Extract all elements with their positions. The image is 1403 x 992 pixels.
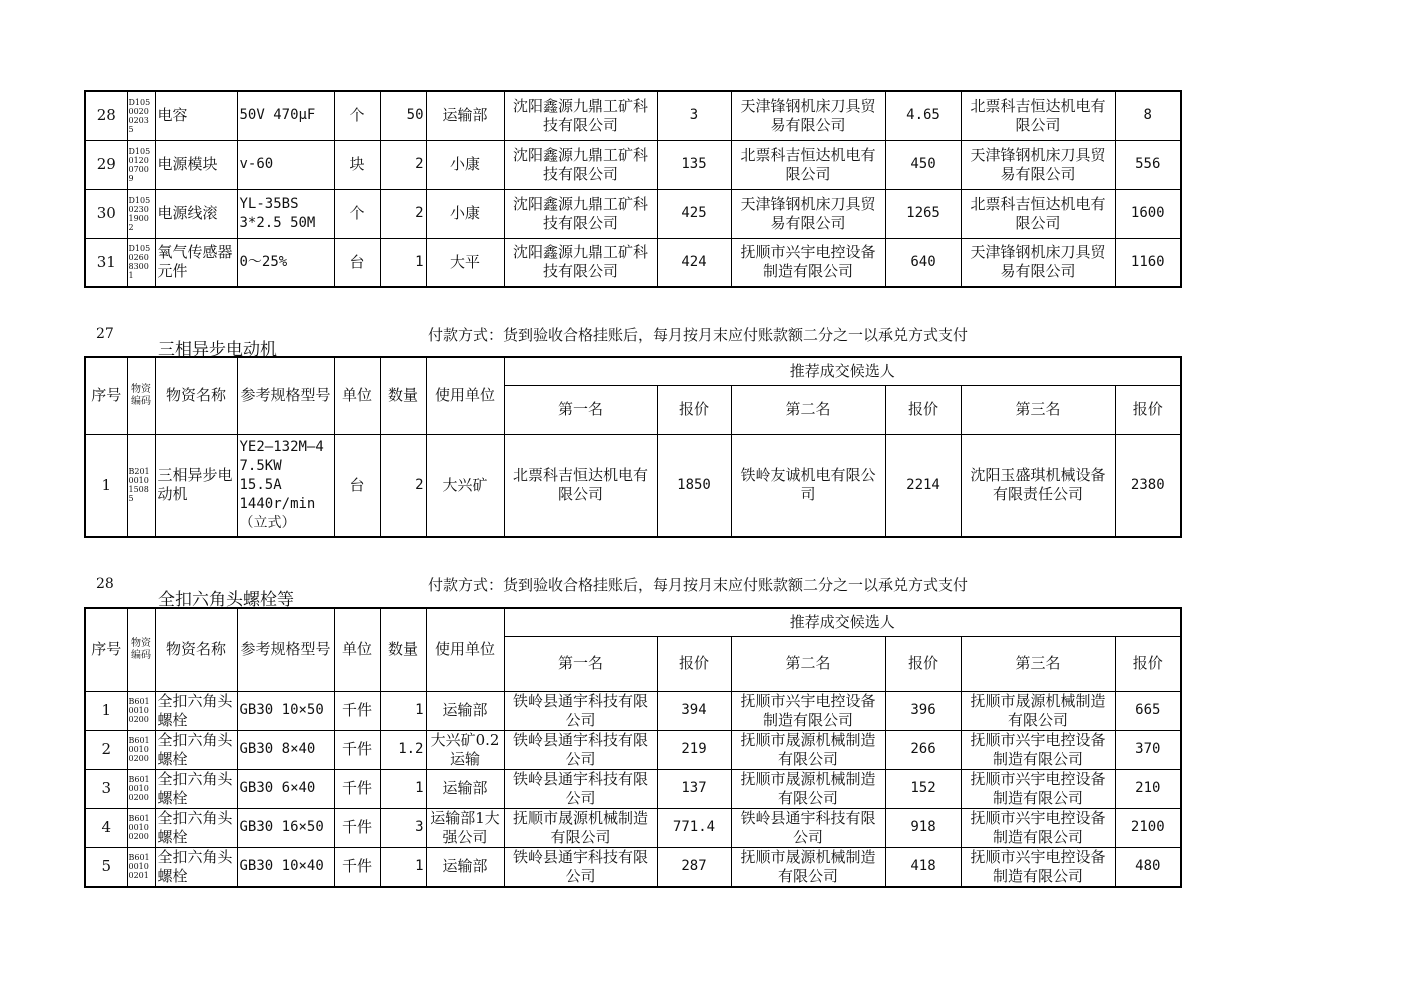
first-cell: 沈阳鑫源九鼎工矿科技有限公司: [504, 238, 657, 287]
unit-cell: 个: [334, 91, 380, 140]
header-spec: 参考规格型号: [237, 357, 334, 434]
header-second: 第二名: [731, 636, 885, 691]
header-first: 第一名: [504, 385, 657, 434]
header-candidates: 推荐成交候选人: [504, 357, 1181, 385]
header-price: 报价: [885, 385, 961, 434]
spec-cell: GB30 6×40: [237, 769, 334, 808]
unit-cell: 千件: [334, 847, 380, 887]
qty-cell: 1: [380, 769, 426, 808]
first-cell: 沈阳鑫源九鼎工矿科技有限公司: [504, 140, 657, 189]
price-cell: 771.4: [657, 808, 731, 847]
price-cell: 640: [885, 238, 961, 287]
price-cell: 2214: [885, 434, 961, 537]
price-cell: 3: [657, 91, 731, 140]
second-cell: 铁岭县通宇科技有限公司: [731, 808, 885, 847]
header-spec: 参考规格型号: [237, 608, 334, 691]
first-cell: 抚顺市晟源机械制造有限公司: [504, 808, 657, 847]
header-seq: 序号: [85, 608, 127, 691]
third-cell: 抚顺市兴宇电控设备制造有限公司: [961, 769, 1115, 808]
price-cell: 396: [885, 691, 961, 730]
section-number: 27: [96, 326, 114, 342]
code-cell: B6010010 0200: [127, 808, 155, 847]
third-cell: 抚顺市晟源机械制造有限公司: [961, 691, 1115, 730]
payment-terms: 付款方式：货到验收合格挂账后，每月按月末应付账款额二分之一以承兑方式支付: [428, 576, 969, 594]
third-cell: 抚顺市兴宇电控设备制造有限公司: [961, 730, 1115, 769]
header-first: 第一名: [504, 636, 657, 691]
spec-cell: v-60: [237, 140, 334, 189]
header-code: 物资编码: [127, 357, 155, 434]
unit-cell: 个: [334, 189, 380, 238]
section-title: 全扣六角头螺栓等: [158, 590, 294, 610]
price-cell: 480: [1115, 847, 1181, 887]
qty-cell: 3: [380, 808, 426, 847]
table-row: [85, 434, 1181, 537]
spec-cell: YE2—132M—4 7.5KW 15.5A 1440r/min（立式）: [237, 434, 334, 537]
header-unit: 单位: [334, 357, 380, 434]
code-cell: B2010010 15085: [127, 434, 155, 537]
table-row: [85, 691, 1181, 730]
header-price: 报价: [657, 385, 731, 434]
header-second: 第二名: [731, 385, 885, 434]
second-cell: 抚顺市晟源机械制造有限公司: [731, 730, 885, 769]
seq-cell: 30: [85, 189, 127, 238]
spec-cell: GB30 10×50: [237, 691, 334, 730]
name-cell: 电源模块: [155, 140, 237, 189]
code-cell: B6010010 0200: [127, 730, 155, 769]
name-cell: 全扣六角头螺栓: [155, 769, 237, 808]
section-28-table: [84, 607, 1182, 888]
second-cell: 铁岭友诚机电有限公司: [731, 434, 885, 537]
price-cell: 287: [657, 847, 731, 887]
price-cell: 1265: [885, 189, 961, 238]
dept-cell: 运输部: [426, 769, 504, 808]
price-cell: 665: [1115, 691, 1181, 730]
section-number: 28: [96, 576, 114, 592]
code-cell: B6010010 0200: [127, 691, 155, 730]
first-cell: 北票科吉恒达机电有限公司: [504, 434, 657, 537]
price-cell: 394: [657, 691, 731, 730]
unit-cell: 台: [334, 434, 380, 537]
header-third: 第三名: [961, 385, 1115, 434]
spec-cell: GB30 8×40: [237, 730, 334, 769]
header-dept: 使用单位: [426, 608, 504, 691]
spec-cell: GB30 10×40: [237, 847, 334, 887]
price-cell: 135: [657, 140, 731, 189]
table-row: [85, 808, 1181, 847]
name-cell: 三相异步电动机: [155, 434, 237, 537]
top-table: [84, 90, 1182, 288]
header-price: 报价: [1115, 636, 1181, 691]
header-name: 物资名称: [155, 608, 237, 691]
price-cell: 1600: [1115, 189, 1181, 238]
seq-cell: 31: [85, 238, 127, 287]
second-cell: 天津锋钢机床刀具贸易有限公司: [731, 189, 885, 238]
dept-cell: 大兴矿: [426, 434, 504, 537]
code-cell: D1050230 19002: [127, 189, 155, 238]
first-cell: 铁岭县通宇科技有限公司: [504, 691, 657, 730]
header-row: [85, 608, 1181, 636]
unit-cell: 块: [334, 140, 380, 189]
price-cell: 137: [657, 769, 731, 808]
second-cell: 抚顺市晟源机械制造有限公司: [731, 769, 885, 808]
seq-cell: 5: [85, 847, 127, 887]
dept-cell: 大平: [426, 238, 504, 287]
table-row: [85, 847, 1181, 887]
header-code: 物资编码: [127, 608, 155, 691]
price-cell: 418: [885, 847, 961, 887]
seq-cell: 28: [85, 91, 127, 140]
name-cell: 全扣六角头螺栓: [155, 691, 237, 730]
third-cell: 抚顺市兴宇电控设备制造有限公司: [961, 847, 1115, 887]
price-cell: 425: [657, 189, 731, 238]
first-cell: 铁岭县通宇科技有限公司: [504, 769, 657, 808]
dept-cell: 运输部: [426, 847, 504, 887]
third-cell: 北票科吉恒达机电有限公司: [961, 189, 1115, 238]
qty-cell: 1.2: [380, 730, 426, 769]
code-cell: D1050120 07009: [127, 140, 155, 189]
dept-cell: 运输部1大强公司: [426, 808, 504, 847]
code-cell: D1050260 83001: [127, 238, 155, 287]
section-27-table: [84, 356, 1182, 538]
third-cell: 抚顺市兴宇电控设备制造有限公司: [961, 808, 1115, 847]
price-cell: 4.65: [885, 91, 961, 140]
price-cell: 450: [885, 140, 961, 189]
seq-cell: 1: [85, 691, 127, 730]
code-cell: D1050020 02035: [127, 91, 155, 140]
header-price: 报价: [1115, 385, 1181, 434]
unit-cell: 千件: [334, 730, 380, 769]
second-cell: 抚顺市兴宇电控设备制造有限公司: [731, 238, 885, 287]
price-cell: 556: [1115, 140, 1181, 189]
seq-cell: 2: [85, 730, 127, 769]
price-cell: 2380: [1115, 434, 1181, 537]
second-cell: 抚顺市兴宇电控设备制造有限公司: [731, 691, 885, 730]
first-cell: 沈阳鑫源九鼎工矿科技有限公司: [504, 91, 657, 140]
header-seq: 序号: [85, 357, 127, 434]
header-row: [85, 357, 1181, 385]
code-cell: B6010010 0201: [127, 847, 155, 887]
dept-cell: 小康: [426, 189, 504, 238]
price-cell: 1160: [1115, 238, 1181, 287]
name-cell: 氧气传感器元件: [155, 238, 237, 287]
header-price: 报价: [885, 636, 961, 691]
qty-cell: 1: [380, 847, 426, 887]
qty-cell: 1: [380, 691, 426, 730]
header-candidates: 推荐成交候选人: [504, 608, 1181, 636]
unit-cell: 千件: [334, 769, 380, 808]
table-row: [85, 238, 1181, 287]
price-cell: 918: [885, 808, 961, 847]
section-title: 三相异步电动机: [158, 340, 277, 360]
seq-cell: 4: [85, 808, 127, 847]
first-cell: 沈阳鑫源九鼎工矿科技有限公司: [504, 189, 657, 238]
dept-cell: 运输部: [426, 91, 504, 140]
header-unit: 单位: [334, 608, 380, 691]
qty-cell: 2: [380, 189, 426, 238]
price-cell: 210: [1115, 769, 1181, 808]
spec-cell: 0～25%: [237, 238, 334, 287]
price-cell: 424: [657, 238, 731, 287]
seq-cell: 3: [85, 769, 127, 808]
name-cell: 全扣六角头螺栓: [155, 847, 237, 887]
seq-cell: 29: [85, 140, 127, 189]
price-cell: 2100: [1115, 808, 1181, 847]
third-cell: 北票科吉恒达机电有限公司: [961, 91, 1115, 140]
dept-cell: 运输部: [426, 691, 504, 730]
price-cell: 152: [885, 769, 961, 808]
price-cell: 219: [657, 730, 731, 769]
dept-cell: 小康: [426, 140, 504, 189]
third-cell: 沈阳玉盛琪机械设备有限责任公司: [961, 434, 1115, 537]
table-row: [85, 91, 1181, 140]
price-cell: 370: [1115, 730, 1181, 769]
payment-terms: 付款方式：货到验收合格挂账后，每月按月末应付账款额二分之一以承兑方式支付: [428, 326, 969, 344]
unit-cell: 千件: [334, 691, 380, 730]
spec-cell: GB30 16×50: [237, 808, 334, 847]
third-cell: 天津锋钢机床刀具贸易有限公司: [961, 140, 1115, 189]
price-cell: 266: [885, 730, 961, 769]
table-row: [85, 189, 1181, 238]
spec-cell: 50V 470μF: [237, 91, 334, 140]
dept-cell: 大兴矿0.2运输: [426, 730, 504, 769]
seq-cell: 1: [85, 434, 127, 537]
table-row: [85, 730, 1181, 769]
unit-cell: 台: [334, 238, 380, 287]
header-qty: 数量: [380, 608, 426, 691]
header-qty: 数量: [380, 357, 426, 434]
name-cell: 全扣六角头螺栓: [155, 808, 237, 847]
name-cell: 电容: [155, 91, 237, 140]
first-cell: 铁岭县通宇科技有限公司: [504, 847, 657, 887]
unit-cell: 千件: [334, 808, 380, 847]
header-price: 报价: [657, 636, 731, 691]
qty-cell: 50: [380, 91, 426, 140]
header-third: 第三名: [961, 636, 1115, 691]
spec-cell: YL-35BS 3*2.5 50M: [237, 189, 334, 238]
header-dept: 使用单位: [426, 357, 504, 434]
second-cell: 北票科吉恒达机电有限公司: [731, 140, 885, 189]
first-cell: 铁岭县通宇科技有限公司: [504, 730, 657, 769]
qty-cell: 2: [380, 434, 426, 537]
second-cell: 抚顺市晟源机械制造有限公司: [731, 847, 885, 887]
table-row: [85, 140, 1181, 189]
third-cell: 天津锋钢机床刀具贸易有限公司: [961, 238, 1115, 287]
price-cell: 1850: [657, 434, 731, 537]
second-cell: 天津锋钢机床刀具贸易有限公司: [731, 91, 885, 140]
qty-cell: 1: [380, 238, 426, 287]
table-row: [85, 769, 1181, 808]
name-cell: 电源线滚: [155, 189, 237, 238]
header-name: 物资名称: [155, 357, 237, 434]
price-cell: 8: [1115, 91, 1181, 140]
qty-cell: 2: [380, 140, 426, 189]
name-cell: 全扣六角头螺栓: [155, 730, 237, 769]
code-cell: B6010010 0200: [127, 769, 155, 808]
